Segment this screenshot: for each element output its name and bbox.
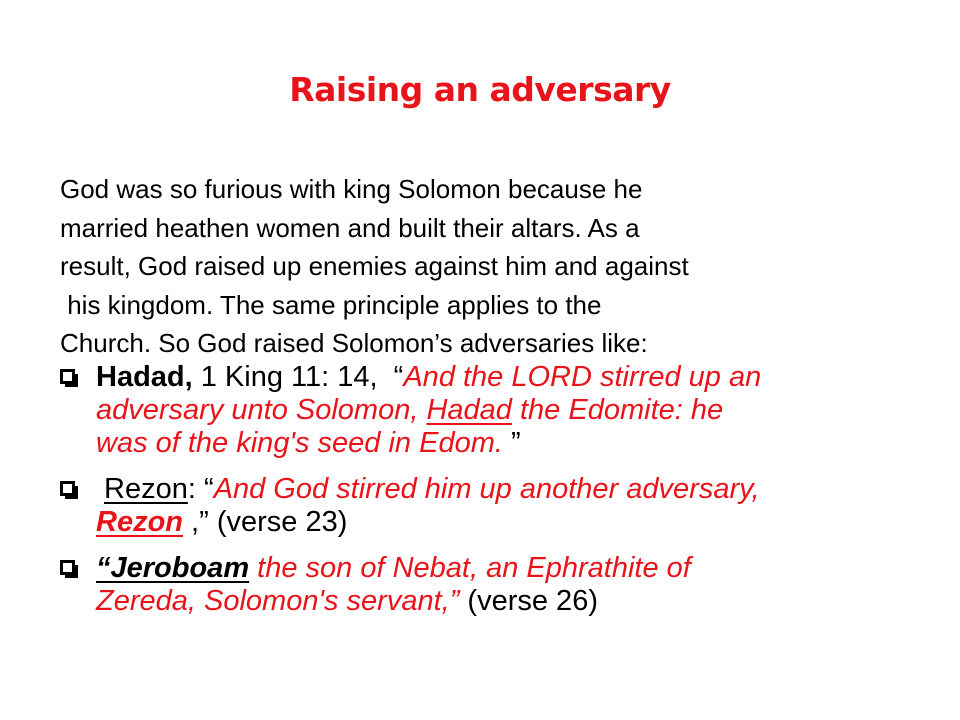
list-item-rezon (60, 473, 940, 539)
verse-reference: (verse 26) (459, 585, 598, 617)
quote-text: the son of Nebat, an Ephrathite of (249, 552, 691, 584)
quote-text: was of the king's seed in Edom. (96, 427, 503, 459)
intro-line: his kingdom. The same principle applies to the (60, 289, 602, 320)
intro-line: result, God raised up enemies against him and against (60, 251, 689, 281)
quote-highlight: Hadad (426, 394, 512, 426)
intro-line: God was so furious with king Solomon because he (60, 174, 643, 204)
bullet-line (96, 361, 940, 394)
quote-text: And the LORD stirred up an (403, 361, 762, 393)
checkbox-bullet-icon (60, 369, 75, 384)
bullet-line (96, 585, 940, 618)
adversary-name: “Jeroboam (96, 552, 250, 584)
bullet-line (96, 427, 940, 460)
adversary-list (60, 361, 940, 631)
quote-text: Zereda, Solomon's servant,” (96, 585, 460, 617)
intro-line: married heathen women and built their altars. As a (60, 212, 640, 243)
bullet-line (96, 394, 940, 427)
adversary-name: Hadad, (96, 361, 193, 393)
quote-text: And God stirred him up another adversary, (213, 473, 760, 505)
bullet-line (96, 552, 940, 585)
list-item-jeroboam (60, 552, 940, 618)
list-item-hadad (60, 361, 940, 460)
checkbox-bullet-icon (60, 560, 75, 575)
intro-line: Church. So God raised Solomon’s adversaries like: (60, 328, 648, 358)
quote-text: the Edomite: he (511, 394, 724, 426)
quote-highlight: Rezon (96, 506, 183, 538)
bullet-line (96, 506, 940, 539)
slide-title: Raising an adversary (289, 70, 671, 109)
quote-close: ” (502, 427, 521, 459)
quote-text: adversary unto Solomon, (96, 394, 427, 426)
intro-paragraph (60, 170, 860, 363)
adversary-name: Rezon (104, 473, 188, 505)
scripture-reference: 1 King 11: 14, “ (192, 361, 404, 393)
bullet-line (96, 473, 940, 506)
separator: : “ (187, 473, 214, 505)
checkbox-bullet-icon (60, 481, 75, 496)
verse-reference: ,” (verse 23) (183, 506, 348, 538)
